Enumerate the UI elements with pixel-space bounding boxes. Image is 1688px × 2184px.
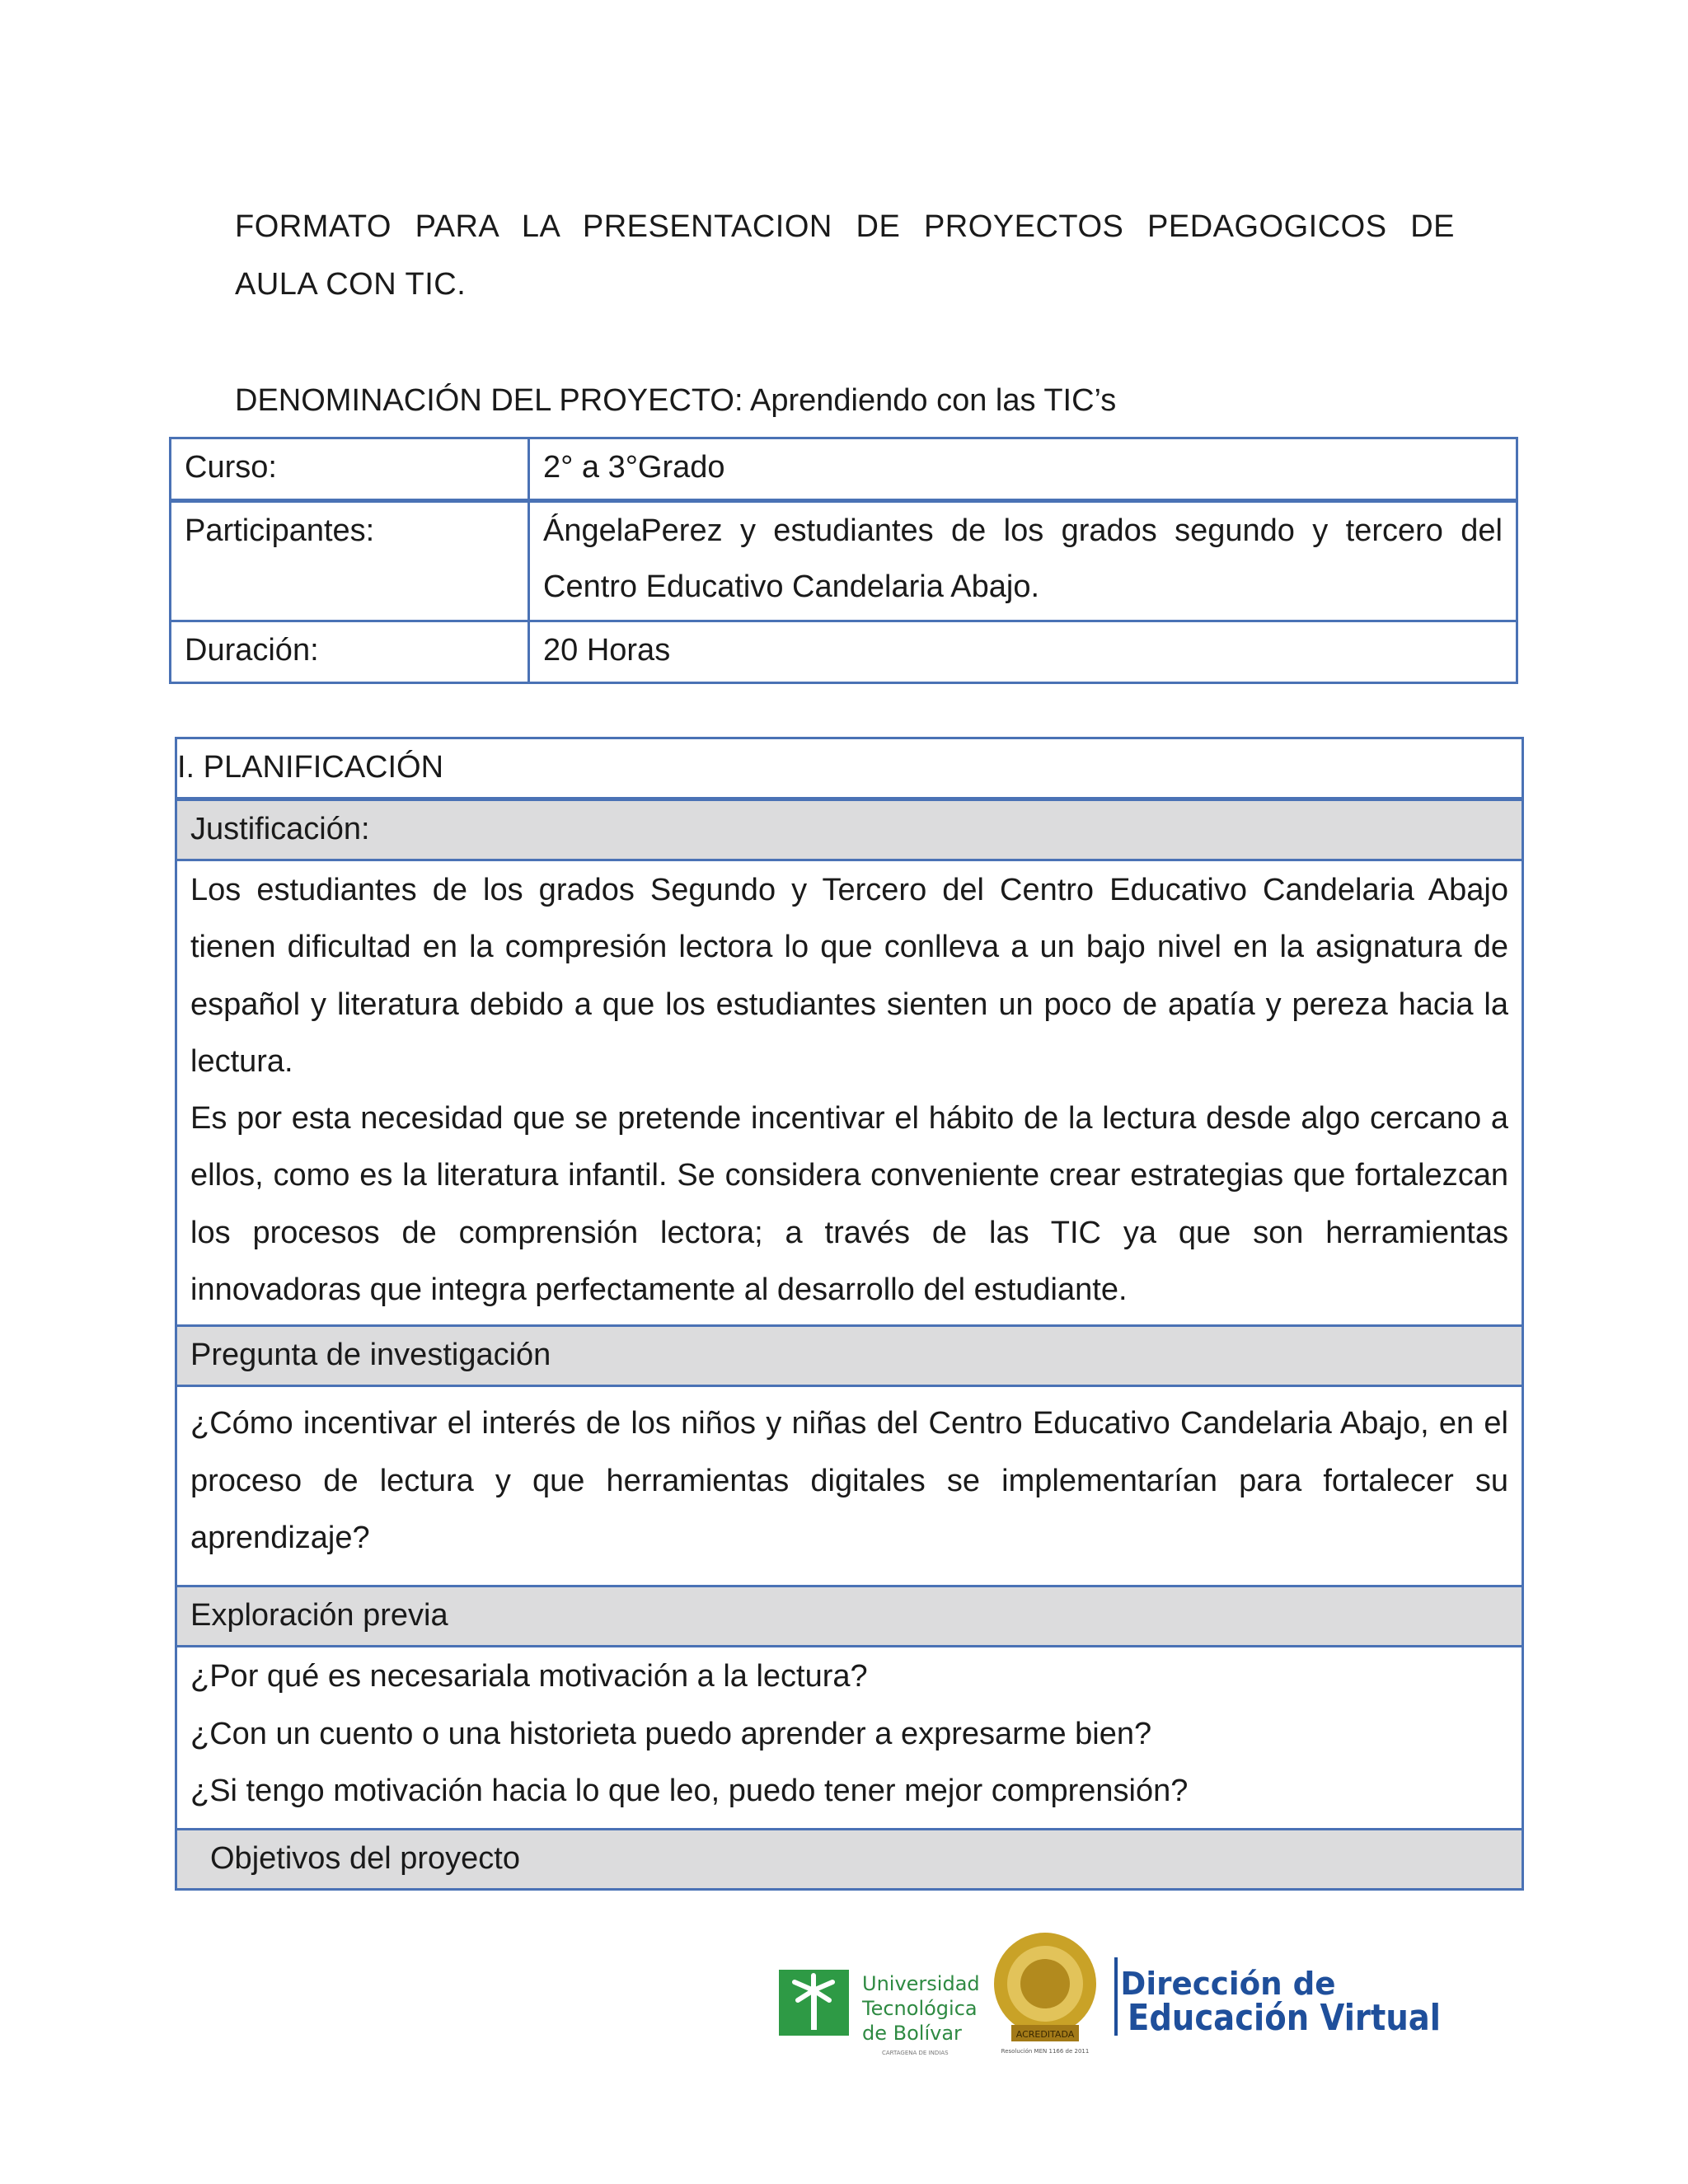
table-row xyxy=(176,1830,1523,1890)
question-text: ¿Cómo incentivar el interés de los niños y niñas del Centro Educativo Candelaria Abajo, en el proceso de lectura y que herramientas digitales se implementarían para fortalecer su aprendizaje? xyxy=(176,1386,1523,1586)
university-line-3: de Bolívar xyxy=(862,2022,962,2045)
question-label: Pregunta de investigación xyxy=(176,1326,1523,1386)
info-label-course: Curso: xyxy=(171,438,529,501)
table-row xyxy=(171,438,1517,501)
footer-logos xyxy=(775,1924,1451,2064)
table-row xyxy=(171,501,1517,621)
table-row xyxy=(176,1326,1523,1386)
info-value-participants: ÁngelaPerez y estudiantes de los grados segundo y tercero del Centro Educativo Candelaria Abajo. xyxy=(529,501,1517,621)
objectives-label: Objetivos del proyecto xyxy=(176,1830,1523,1890)
university-line-2: Tecnológica xyxy=(862,1997,978,2020)
title-line-2: AULA CON TIC. xyxy=(235,267,467,302)
accreditation-seal xyxy=(994,1933,1096,2055)
justification-paragraph-1: Los estudiantes de los grados Segundo y Tercero del Centro Educativo Candelaria Abajo tienen dificultad en la compresión lectora lo que conlleva a un bajo nivel en la asignatura de español y literatura debido a que los estudiantes sienten un poco de apatía y pereza hacia la lectura. xyxy=(190,873,1508,1079)
table-row xyxy=(176,738,1523,799)
justification-text xyxy=(176,860,1523,1326)
direction-line-1: Dirección de xyxy=(1120,1965,1336,2003)
seal-caption: Resolución MEN 1166 de 2011 xyxy=(1001,2048,1090,2055)
info-label-duration: Duración: xyxy=(171,621,529,683)
info-value-course: 2° a 3°Grado xyxy=(529,438,1517,501)
table-row xyxy=(176,860,1523,1326)
list-item: ¿Por qué es necesariala motivación a la lectura? xyxy=(190,1659,868,1694)
table-row xyxy=(171,621,1517,683)
project-denomination: DENOMINACIÓN DEL PROYECTO: Aprendiendo con las TIC’s xyxy=(235,383,1117,418)
title-line-1: FORMATO PARA LA PRESENTACION DE PROYECTOS PEDAGOGICOS DE xyxy=(235,209,1455,244)
project-info-table xyxy=(169,437,1518,684)
list-item: ¿Con un cuento o una historieta puedo aprender a expresarme bien? xyxy=(190,1716,1152,1751)
exploration-label: Exploración previa xyxy=(176,1586,1523,1647)
planning-heading: I. PLANIFICACIÓN xyxy=(176,738,1523,799)
exploration-list xyxy=(176,1647,1523,1830)
document-title xyxy=(235,198,1455,313)
university-line-1: Universidad xyxy=(862,1972,980,1995)
university-city: CARTAGENA DE INDIAS xyxy=(882,2050,949,2056)
table-row xyxy=(176,799,1523,860)
info-label-participants: Participantes: xyxy=(171,501,529,621)
justification-paragraph-2: Es por esta necesidad que se pretende incentivar el hábito de la lectura desde algo cercano a ellos, como es la literatura infantil. Se considera conveniente crear estrategias que fortalezcan los procesos de comprensión lectora; a través de las TIC ya que son herramientas innovadoras que integra perfectamente al desarrollo del estudiante. xyxy=(190,1101,1508,1308)
planning-table xyxy=(175,737,1524,1891)
justification-label: Justificación: xyxy=(176,799,1523,860)
divider xyxy=(1114,1957,1118,2036)
list-item: ¿Si tengo motivación hacia lo que leo, puedo tener mejor comprensión? xyxy=(190,1773,1189,1808)
seal-text: ACREDITADA xyxy=(1015,2029,1075,2040)
table-row xyxy=(176,1647,1523,1830)
direction-line-2: Educación Virtual xyxy=(1128,1997,1441,2039)
table-row xyxy=(176,1586,1523,1647)
utb-logo xyxy=(779,1970,980,2056)
info-value-duration: 20 Horas xyxy=(529,621,1517,683)
table-row xyxy=(176,1386,1523,1586)
